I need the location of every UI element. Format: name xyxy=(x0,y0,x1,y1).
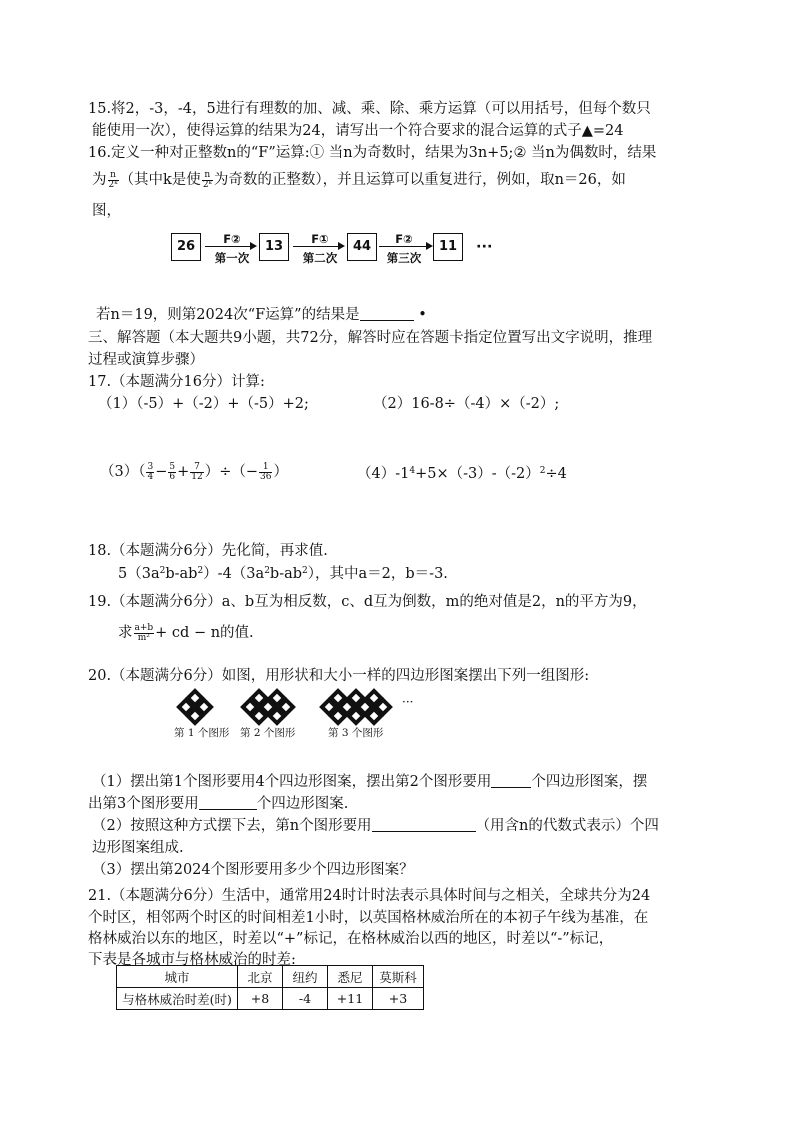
table-cell: +8 xyxy=(238,988,283,1010)
figure-label: 第 3 个图形 xyxy=(328,727,384,739)
q18-title: 18.（本题满分6分）先化简，再求值. xyxy=(88,543,328,559)
table-cell: 与格林威治时差(时) xyxy=(117,988,238,1010)
flow-op: F② xyxy=(223,232,241,246)
flow-box: 44 xyxy=(347,233,377,261)
ellipsis: ··· xyxy=(402,695,414,709)
table-cell: 城市 xyxy=(117,966,238,988)
figure-label: 第 1 个图形 xyxy=(174,727,230,739)
timezone-table xyxy=(116,965,424,1010)
q17-part3: （3）（ $\frac{3}{4}$ − $\frac{5}{6}$ + $\frac{7}{12}$ ）÷（− $\frac{1}{36}$ ） xyxy=(100,461,288,482)
q21-line3: 格林威治以东的地区，时差以“+”标记，在格林威治以西的地区，时差以“-”标记， xyxy=(88,931,614,947)
q17-title: 17.（本题满分16分）计算: xyxy=(88,374,265,390)
section3-line1: 三、解答题（本大题共9小题，共72分，解答时应在答题卡指定位置写出文字说明，推理 xyxy=(88,330,653,346)
table-cell: 纽约 xyxy=(283,966,328,988)
q20-part1-line2: 出第3个图形要用 个四边形图案. xyxy=(88,796,349,812)
answer-blank[interactable] xyxy=(360,306,414,321)
arrow-right-icon xyxy=(379,246,431,247)
answer-blank[interactable] xyxy=(199,795,257,810)
table-cell: 北京 xyxy=(238,966,283,988)
q15-line1: 15.将2，-3，-4，5进行有理数的加、减、乘、除、乘方运算（可以用括号，但每个数只 xyxy=(88,101,651,117)
q16-line3: 图， xyxy=(92,203,121,219)
flow-box: 11 xyxy=(433,233,463,261)
q19-line1: 19.（本题满分6分）a、b互为相反数，c、d互为倒数，m的绝对值是2，n的平方为9， xyxy=(88,594,647,610)
q21-line4: 下表是各城市与格林威治的时差: xyxy=(88,952,296,968)
table-cell: -4 xyxy=(283,988,328,1010)
answer-blank[interactable] xyxy=(491,773,531,788)
q16-line2: 为 $\frac{n}{\text{2ᵏ}}$ （其中k是使 $\frac{n}{\text{2ᵏ}}$ 为奇数的正整数），并且运算可以重复进行，例如，取n＝26，如 xyxy=(92,169,626,190)
q15-line2: 能使用一次），使得运算的结果为24，请写出一个符合要求的混合运算的式子▲=24 xyxy=(92,123,624,139)
flow-op-step: 第三次 xyxy=(386,251,422,265)
flow-op: F① xyxy=(311,232,329,246)
q16-last-line: 若n＝19，则第2024次“F运算”的结果是 • xyxy=(96,307,427,323)
q17-part2: （2）16-8÷（-4）×（-2）; xyxy=(373,396,560,412)
flow-box: 26 xyxy=(171,233,201,261)
table-cell: +3 xyxy=(373,988,424,1010)
q20-part3: （3）摆出第2024个图形要用多少个四边形图案？ xyxy=(92,862,414,878)
flow-op-step: 第一次 xyxy=(214,251,250,265)
q16-line1: 16.定义一种对正整数n的“F”运算:① 当n为奇数时，结果为3n+5;② 当n为偶数时，结果 xyxy=(88,145,657,161)
section3-line2: 过程或演算步骤） xyxy=(88,352,204,368)
ellipsis: ··· xyxy=(476,239,493,255)
q18-expression: $5(3a^2b-ab^2)-4(3a^2b-ab^2)$，其中a＝2，b＝-3. xyxy=(118,566,448,582)
table-cell: +11 xyxy=(328,988,373,1010)
arrow-right-icon xyxy=(293,246,343,247)
fraction: $\frac{n}{\text{2ᵏ}}$ xyxy=(108,169,118,190)
q20-part2-line1: （2）按照这种方式摆下去，第n个图形要用 （用含n的代数式表示）个四 xyxy=(92,818,659,834)
q21-line2: 个时区，相邻两个时区的时间相差1小时，以英国格林威治所在的本初子午线为基准，在 xyxy=(88,910,649,926)
arrow-right-icon xyxy=(205,246,255,247)
q20-part2-line2: 边形图案组成. xyxy=(92,840,184,856)
table-header-row xyxy=(117,966,424,988)
table-row xyxy=(117,988,424,1010)
flow-op-step: 第二次 xyxy=(302,251,338,265)
fraction: $\frac{n}{\text{2ᵏ}}$ xyxy=(202,169,212,190)
q20-part1-line1: （1）摆出第1个图形要用4个四边形图案，摆出第2个图形要用 个四边形图案，摆 xyxy=(92,774,648,790)
q17-part1: （1）（-5）+（-2）+（-5）+2; xyxy=(98,396,309,412)
flow-op: F② xyxy=(395,232,413,246)
table-cell: 悉尼 xyxy=(328,966,373,988)
q17-part4: $(4)-1^4+5\times(-3)-(-2)^2\div 4$ xyxy=(357,466,567,482)
table-cell: 莫斯科 xyxy=(373,966,424,988)
q19-line2: 求 $\frac{a+b}{\text{m²}}$ + cd − n的值. xyxy=(118,622,254,643)
figure-label: 第 2 个图形 xyxy=(240,727,296,739)
answer-blank[interactable] xyxy=(372,817,476,832)
q21-line1: 21.（本题满分6分）生活中，通常用24时计时法表示具体时间与之相关，全球共分为24 xyxy=(88,888,651,904)
q20-title: 20.（本题满分6分）如图，用形状和大小一样的四边形图案摆出下列一组图形: xyxy=(88,668,590,684)
flow-box: 13 xyxy=(259,233,289,261)
